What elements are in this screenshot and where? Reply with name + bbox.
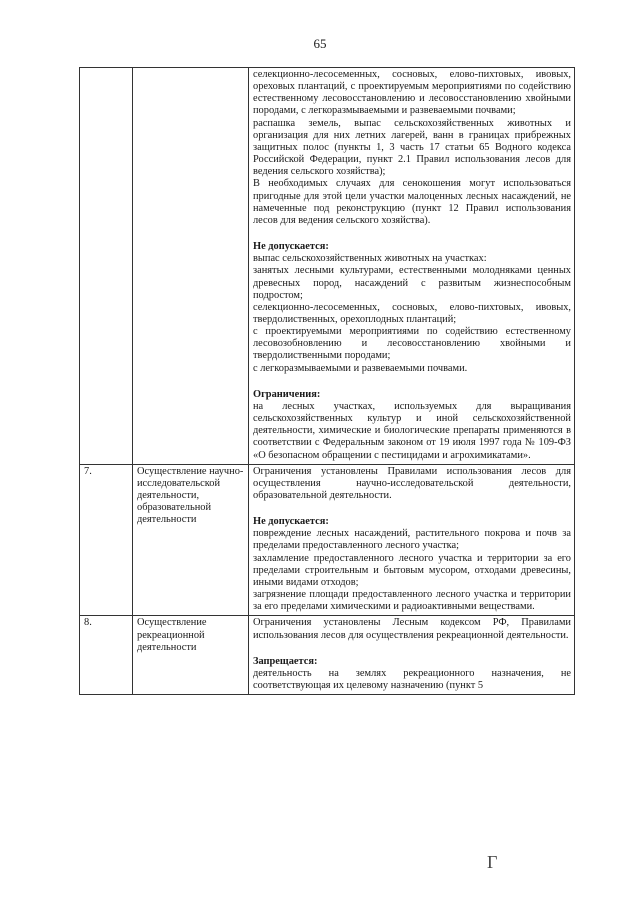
spacer (253, 642, 571, 656)
row-number: 8. (80, 616, 133, 695)
table-row (80, 464, 575, 616)
paragraph: загрязнение площади предоставленного лесного участка и территории за его пределами химическими и радиоактивными веществами. (253, 589, 571, 613)
row-number (80, 68, 133, 465)
paragraph: на лесных участках, используемых для выращивания сельскохозяйственных культур и иной сельскохозяйственной деятельности, химические и биологические препараты применяются в соответствии с Федеральным законом от 19 июля 1997 года № 109-ФЗ «О безопасном обращении с пестицидами и агрохимикатами». (253, 400, 571, 461)
paragraph: занятых лесными культурами, естественными молодняками ценных древесных пород, насаждений с развитым жизнеспособным подростом; (253, 265, 571, 301)
row-number: 7. (80, 464, 133, 616)
paragraph: селекционно-лесосеменных, сосновых, елово-пихтовых, ивовых, твердолиственных, орехоплодных плантаций; (253, 301, 571, 325)
paragraph: с проектируемыми мероприятиями по содействию естественному лесовозобновлению и лесовосстановлению хвойными и твердолиственными породами; (253, 326, 571, 362)
spacer (253, 375, 571, 389)
paragraph: деятельность на землях рекреационного назначения, не соответствующая их целевому назначению (пункт 5 (253, 667, 571, 692)
paragraph: повреждение лесных насаждений, растительного покрова и почв за пределами предоставленного лесного участка; (253, 528, 571, 552)
activity-type (133, 616, 249, 695)
restrictions-content (249, 616, 575, 695)
section-heading: Не допускается: (253, 516, 329, 528)
activity-label: Осуществление научно-исследовательской деятельности, образовательной деятельности (137, 465, 244, 526)
activity-label: Осуществление рекреационной деятельности (137, 617, 207, 653)
activity-type (133, 464, 249, 616)
table-row (80, 68, 575, 465)
restrictions-content (249, 68, 575, 465)
paragraph: распашка земель, выпас сельскохозяйственных животных и организация для них летних лагерей, ванн в границах прибрежных защитных полос (пункты 1, 3 часть 17 статьи 65 Водного кодекса Российской Федерации, пункт 2.1 Правил использования лесов для ведения сельского хозяйства); (253, 117, 571, 178)
paragraph: с легкоразмываемыми и развеваемыми почвами. (253, 362, 468, 374)
handwritten-mark: Г (487, 852, 498, 872)
page-number: 65 (313, 36, 327, 51)
section-heading: Запрещается: (253, 655, 318, 667)
paragraph: Ограничения установлены Лесным кодексом РФ, Правилами использования лесов для осуществления рекреационной деятельности. (253, 617, 571, 641)
paragraph: Ограничения установлены Правилами использования лесов для осуществления научно-исследовательской деятельности, образовательной деятельности. (253, 465, 571, 501)
table-row (80, 616, 575, 695)
spacer (253, 227, 571, 241)
section-heading: Не допускается: (253, 241, 329, 253)
restrictions-content (249, 464, 575, 616)
paragraph: селекционно-лесосеменных, сосновых, елово-пихтовых, ивовых, ореховых плантаций, с проектируемым мероприятиями по содействию естественному лесовосстановлению и лесовосстановлению хвойными породами, с легкоразмываемыми и развеваемыми почвами; (253, 69, 571, 117)
activity-type (133, 68, 249, 465)
paragraph: выпас сельскохозяйственных животных на участках: (253, 253, 487, 265)
restrictions-table (79, 67, 575, 695)
paragraph: захламление предоставленного лесного участка и территории за его пределами строительным и бытовым мусором, отходами древесины, иными видами отходов; (253, 552, 571, 588)
paragraph: В необходимых случаях для сенокошения могут использоваться пригодные для этой цели участки малоценных лесных насаждений, не намеченные под реконструкцию (пункт 12 Правил использования лесов для ведения сельского хозяйства). (253, 178, 571, 226)
spacer (253, 502, 571, 516)
section-heading: Ограничения: (253, 388, 321, 400)
